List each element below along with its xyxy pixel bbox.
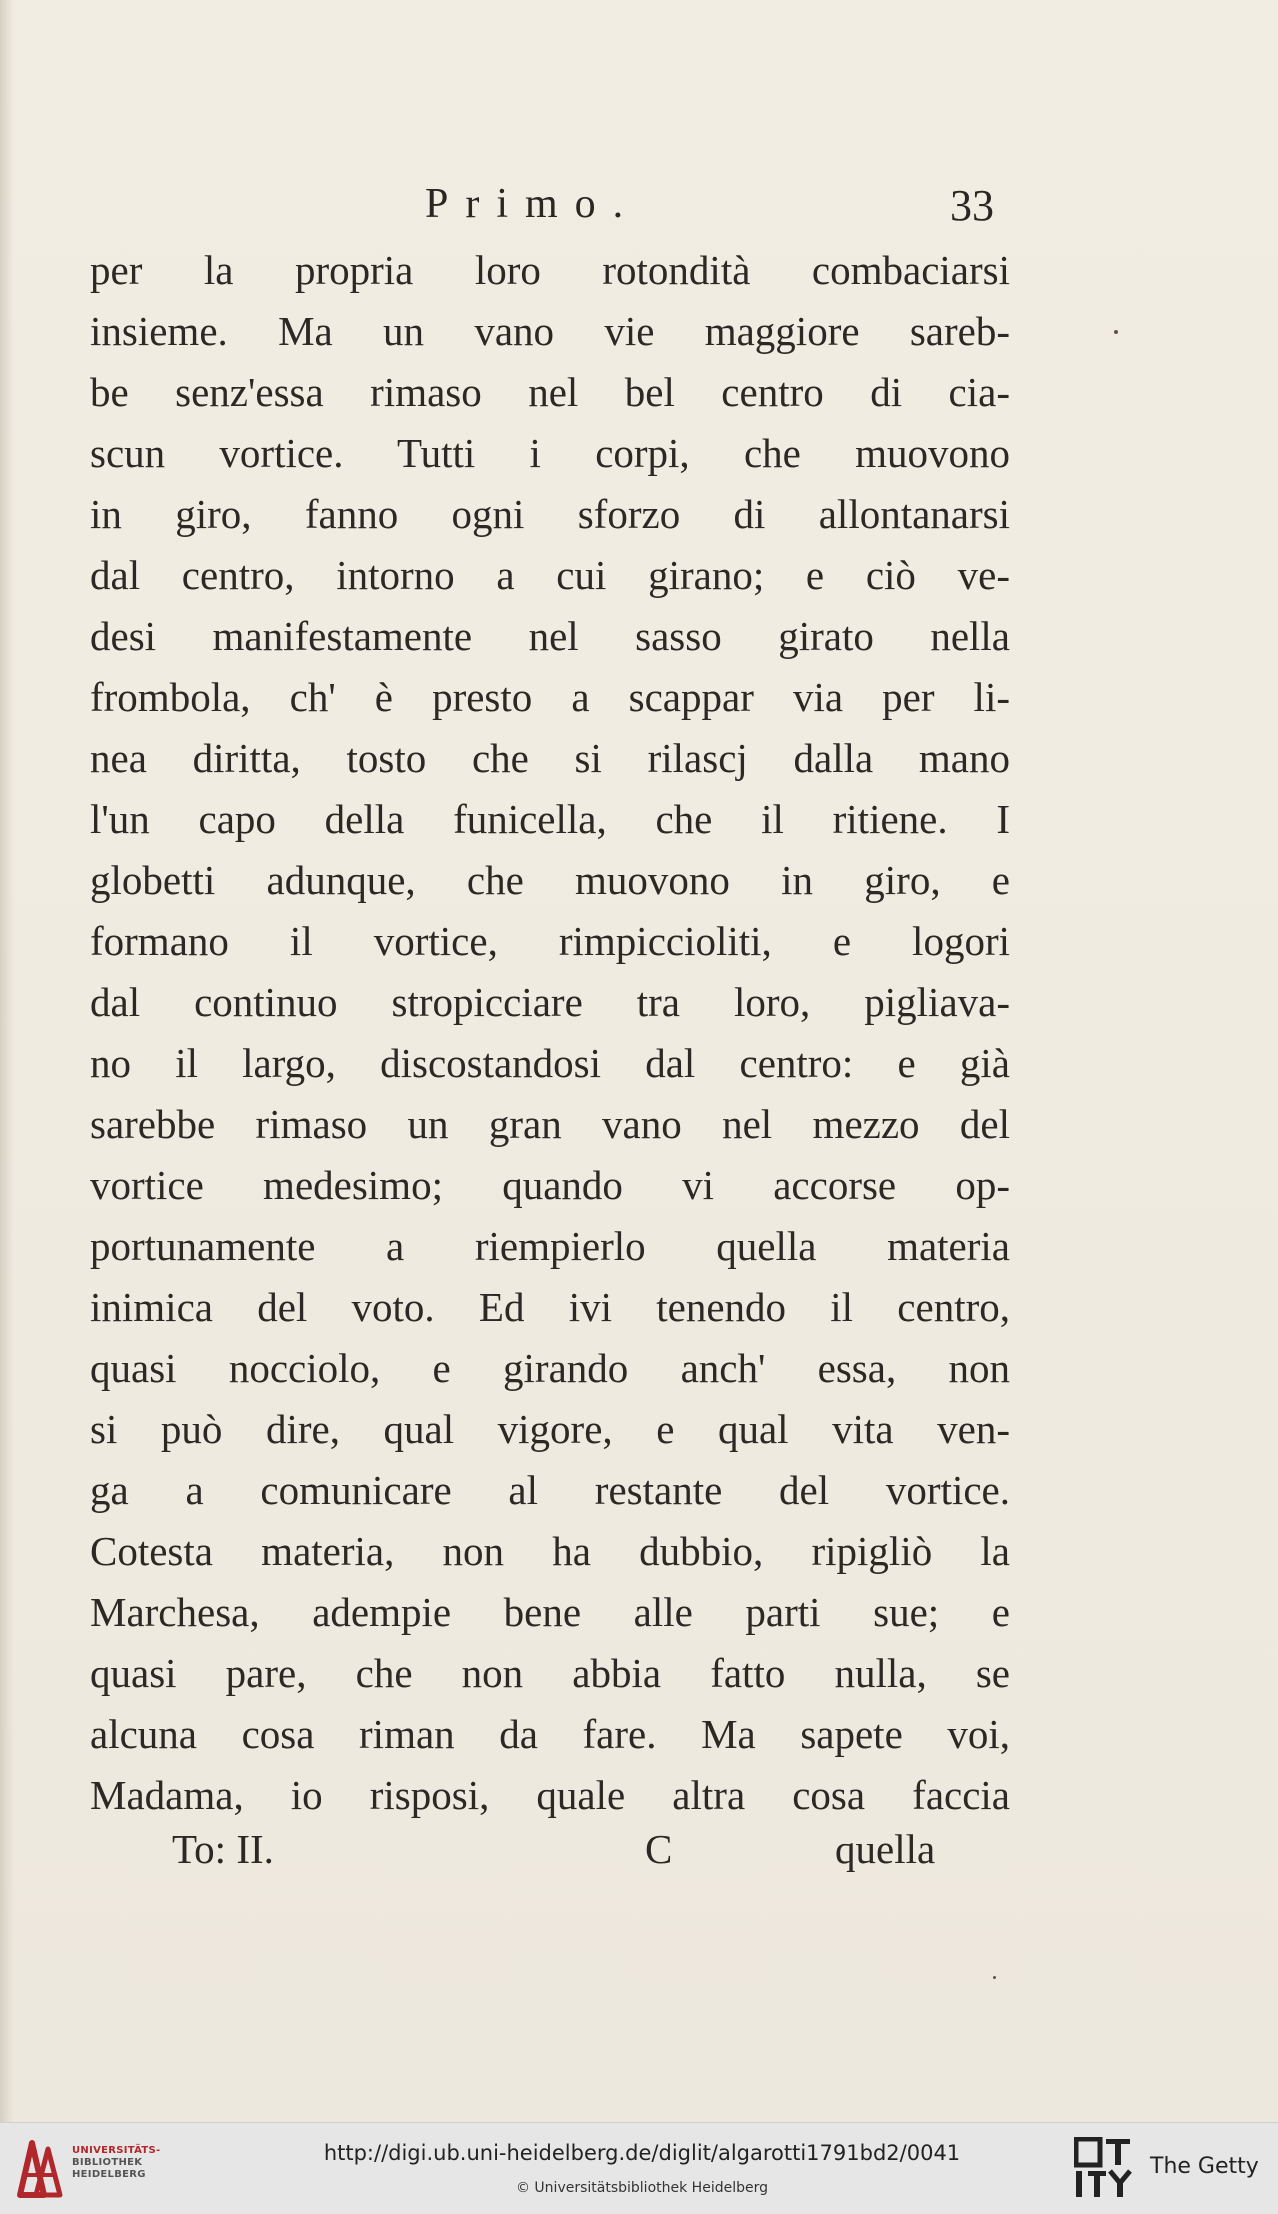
text-line: be senz'essa rimaso nel bel centro di cia-	[90, 369, 1010, 415]
copyright-notice: © Universitätsbibliothek Heidelberg	[515, 2180, 768, 2196]
ink-speck	[993, 1976, 996, 1979]
running-head: Primo.	[425, 181, 641, 227]
volume-mark: To: II.	[172, 1826, 274, 1872]
page-header	[0, 180, 1278, 240]
text-line: portunamente a riempierlo quella materia	[90, 1223, 1010, 1269]
text-line: frombola, ch' è presto a scappar via per li-	[90, 674, 1010, 720]
text-line: scun vortice. Tutti i corpi, che muovono	[90, 430, 1010, 476]
text-line: formano il vortice, rimpiccioliti, e logori	[90, 918, 1010, 964]
text-line: in giro, fanno ogni sforzo di allontanarsi	[90, 491, 1010, 537]
library-logo-text	[72, 2145, 182, 2181]
logo-line: HEIDELBERG	[72, 2169, 146, 2180]
attribution-bar	[0, 2122, 1278, 2214]
logo-line: UNIVERSITÄTS-	[72, 2145, 161, 2156]
text-line: l'un capo della funicella, che il ritiene. I	[90, 796, 1010, 842]
page-footer	[0, 1825, 1278, 1885]
text-line: nea diritta, tosto che si rilascj dalla mano	[90, 735, 1010, 781]
catchword: quella	[835, 1826, 936, 1872]
text-line: inimica del voto. Ed ivi tenendo il centro,	[90, 1284, 1010, 1330]
text-line: per la propria loro rotondità combaciarsi	[90, 247, 1010, 293]
text-line: quasi nocciolo, e girando anch' essa, non	[90, 1345, 1010, 1391]
text-line: no il largo, discostandosi dal centro: e già	[90, 1040, 1010, 1086]
text-line: Marchesa, adempie bene alle parti sue; e	[90, 1589, 1010, 1635]
text-line: sarebbe rimaso un gran vano nel mezzo del	[90, 1101, 1010, 1147]
text-line: dal centro, intorno a cui girano; e ciò ve-	[90, 552, 1010, 598]
text-line: alcuna cosa riman da fare. Ma sapete voi,	[90, 1711, 1010, 1757]
heidelberg-library-logo-icon	[14, 2135, 74, 2201]
text-line: insieme. Ma un vano vie maggiore sareb-	[90, 308, 1010, 354]
text-line: Madama, io risposi, quale altra cosa faccia	[90, 1772, 1010, 1818]
getty-logo-icon	[1074, 2137, 1132, 2199]
text-line: Cotesta materia, non ha dubbio, ripigliò la	[90, 1528, 1010, 1574]
text-line: ga a comunicare al restante del vortice.	[90, 1467, 1010, 1513]
logo-line: BIBLIOTHEK	[72, 2157, 143, 2168]
body-text	[90, 240, 1010, 1826]
signature-mark: C	[645, 1826, 673, 1872]
text-line: quasi pare, che non abbia fatto nulla, se	[90, 1650, 1010, 1696]
page-number: 33	[950, 181, 994, 230]
text-line: si può dire, qual vigore, e qual vita ven-	[90, 1406, 1010, 1452]
ink-speck	[1114, 330, 1118, 334]
text-line: globetti adunque, che muovono in giro, e	[90, 857, 1010, 903]
getty-name: The Getty	[1150, 2154, 1259, 2179]
permalink-url[interactable]: http://digi.ub.uni-heidelberg.de/diglit/algarotti1791bd2/0041	[323, 2141, 961, 2165]
text-line: dal continuo stropicciare tra loro, pigliava-	[90, 979, 1010, 1025]
text-line: vortice medesimo; quando vi accorse op-	[90, 1162, 1010, 1208]
text-line: desi manifestamente nel sasso girato nella	[90, 613, 1010, 659]
